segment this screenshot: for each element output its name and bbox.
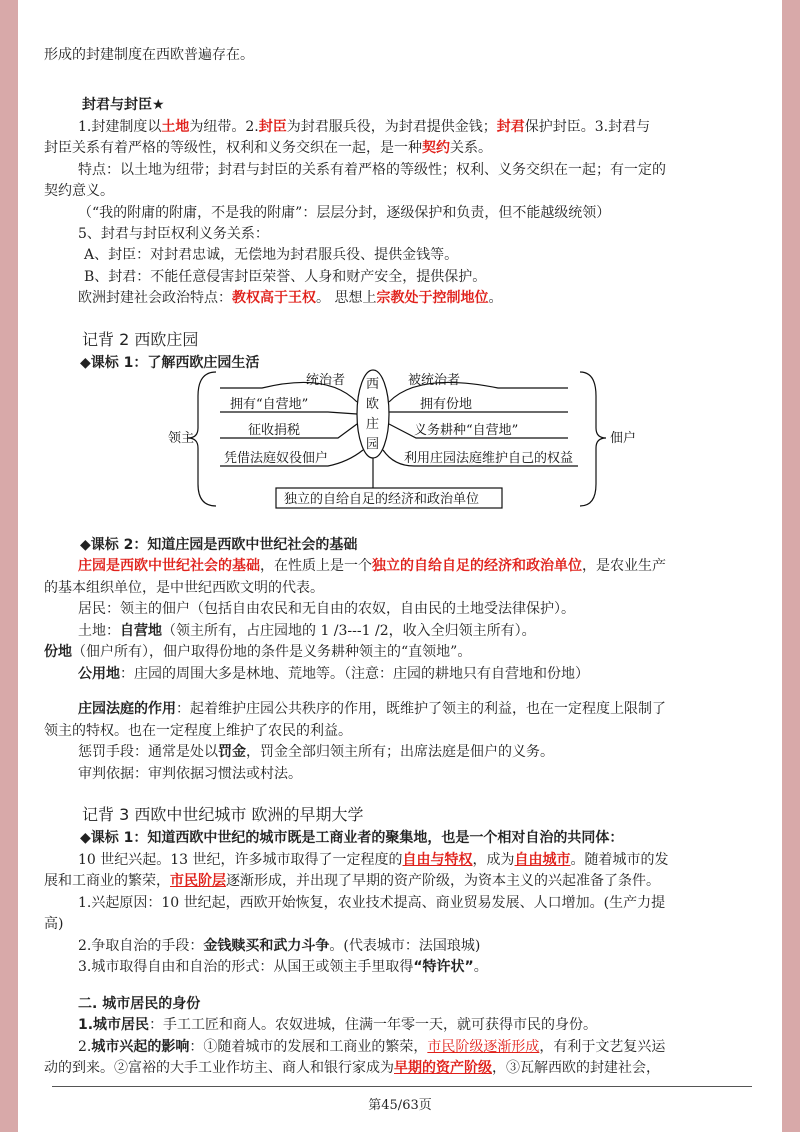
para-line: 特点：以土地为纽带；封君与封臣的关系有着严格的等级性；权利、义务交织在一起；有一定的 <box>78 162 666 178</box>
para-line: 庄园是西欧中世纪社会的基础，在性质上是一个独立的自给自足的经济和政治单位，是农业生产 <box>78 558 666 574</box>
manor-relationship-diagram <box>168 366 648 514</box>
diagram-center-char: 庄 <box>366 417 380 432</box>
diagram-bottom-box: 独立的自给自足的经济和政治单位 <box>284 492 480 507</box>
para-line: 契约意义。 <box>44 183 114 199</box>
para-line: 展和工商业的繁荣，市民阶层逐渐形成，并出现了早期的资产阶级，为资本主义的兴起准备了条件。 <box>44 873 660 889</box>
para-line: 份地（佃户所有），佃户取得份地的条件是义务耕种领主的“直领地”。 <box>44 644 472 660</box>
para-line: 3.城市取得自由和自治的形式：从国王或领主手里取得“特许状”。 <box>78 959 488 975</box>
diagram-right-label: 佃户 <box>610 431 637 446</box>
para-line: 的基本组织单位，是中世纪西欧文明的代表。 <box>44 580 324 596</box>
curriculum-point-1: ◆课标 1：了解西欧庄园生活 <box>80 355 260 371</box>
para-line: 2.争取自治的手段：金钱赎买和武力斗争。(代表城市：法国琅城) <box>78 938 481 954</box>
diagram-left-item: 拥有“自营地” <box>230 397 309 412</box>
diagram-center-char: 西 <box>366 377 380 392</box>
diagram-left-item: 统治者 <box>306 373 346 388</box>
para-line: 2.城市兴起的影响：①随着城市的发展和工商业的繁荣，市民阶级逐渐形成，有利于文艺复兴运 <box>78 1039 666 1055</box>
diagram-right-item: 利用庄园法庭维护自己的权益 <box>404 451 574 466</box>
para-line: 动的到来。②富裕的大手工业作坊主、商人和银行家成为早期的资产阶级，③瓦解西欧的封建社会， <box>44 1060 660 1076</box>
diagram-left-item: 征收捐税 <box>248 423 301 438</box>
para-line: 10 世纪兴起。13 世纪，许多城市取得了一定程度的自由与特权，成为自由城市。随着城市的发 <box>78 852 669 868</box>
para-line: 高) <box>44 916 64 932</box>
para-line: 惩罚手段：通常是处以罚金，罚金全部归领主所有；出席法庭是佃户的义务。 <box>78 744 554 760</box>
para-line: B、封君：不能任意侵害封臣荣誉、人身和财产安全，提供保护。 <box>84 269 487 285</box>
section-title-lord-vassal: 封君与封臣★ <box>82 97 165 113</box>
para-line: 庄园法庭的作用：起着维护庄园公共秩序的作用，既维护了领主的利益，也在一定程度上限制了 <box>78 701 666 717</box>
curriculum-point-1: ◆课标 1：知道西欧中世纪的城市既是工商业者的聚集地，也是一个相对自治的共同体： <box>80 830 624 846</box>
document-page <box>18 0 782 1132</box>
para-line: 1.兴起原因：10 世纪起，西欧开始恢复，农业技术提高、商业贸易发展、人口增加。(生产力提 <box>78 895 666 911</box>
para-line: 土地：自营地（领主所有，占庄园地的 1 /3---1 /2，收入全归领主所有）。 <box>78 623 536 639</box>
para-line: 5、封君与封臣权利义务关系： <box>78 226 269 242</box>
footer-divider <box>52 1086 752 1087</box>
page-number: 第45/63页 <box>368 1098 432 1113</box>
para-line: 公用地：庄园的周围大多是林地、荒地等。（注意：庄园的耕地只有自营地和份地） <box>78 666 589 682</box>
para-line: 居民：领主的佃户（包括自由农民和无自由的农奴，自由民的土地受法律保护）。 <box>78 601 575 617</box>
diagram-center-char: 园 <box>366 437 380 452</box>
para-line: 封臣关系有着严格的等级性，权利和义务交织在一起，是一种契约关系。 <box>44 140 492 156</box>
diagram-right-item: 被统治者 <box>408 373 461 388</box>
diagram-right-item: 拥有份地 <box>420 397 473 412</box>
diagram-right-item: 义务耕种“自营地” <box>414 423 519 438</box>
para-line: 领主的特权。也在一定程度上维护了农民的利益。 <box>44 723 352 739</box>
curriculum-point-2: ◆课标 2：知道庄园是西欧中世纪社会的基础 <box>80 537 358 553</box>
diagram-left-item: 凭借法庭奴役佃户 <box>224 451 329 466</box>
para-line: 1.封建制度以土地为纽带。2.封臣为封君服兵役，为封君提供金钱；封君保护封臣。3.封君与 <box>78 119 651 135</box>
section-title-residents: 二. 城市居民的身份 <box>78 996 201 1012</box>
para-line: 审判依据：审判依据习惯法或村法。 <box>78 766 302 782</box>
para-line: 1.城市居民：手工工匠和商人。农奴进城，住满一年零一天，就可获得市民的身份。 <box>78 1017 598 1033</box>
para-line: A、封臣：对封君忠诚，无偿地为封君服兵役、提供金钱等。 <box>84 247 459 263</box>
section-title-cities: 记背 3 西欧中世纪城市 欧洲的早期大学 <box>82 805 364 824</box>
intro-line: 形成的封建制度在西欧普遍存在。 <box>44 47 254 63</box>
para-line: 欧洲封建社会政治特点：教权高于王权。 思想上宗教处于控制地位。 <box>78 290 503 306</box>
diagram-left-label: 领主 <box>168 431 195 446</box>
diagram-center-char: 欧 <box>366 397 380 412</box>
section-title-manor: 记背 2 西欧庄园 <box>82 330 199 349</box>
para-line: （“我的附庸的附庸，不是我的附庸”：层层分封，逐级保护和负责，但不能越级统领） <box>78 205 611 221</box>
